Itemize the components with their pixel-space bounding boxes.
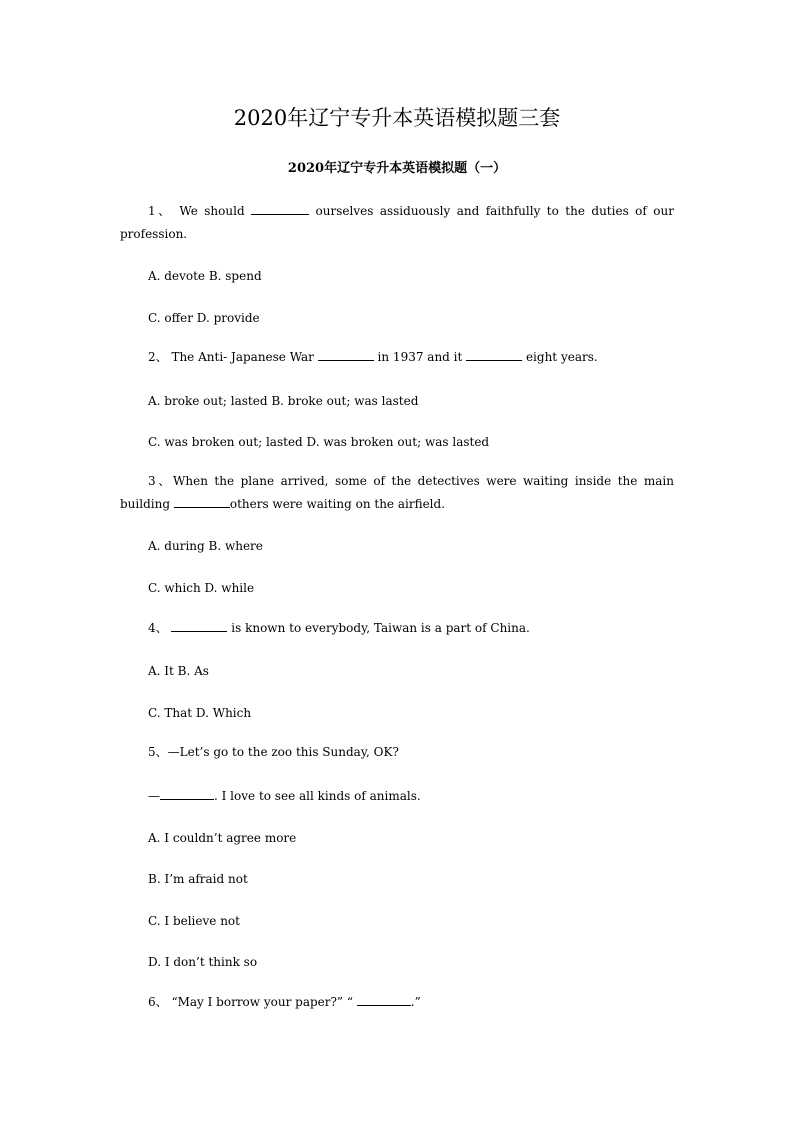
question-1-options-cd: C. offer D. provide xyxy=(148,311,260,325)
question-5-reply xyxy=(148,787,678,805)
question-1-text-b: ourselves assiduously and faithfully to the duties of our profession. xyxy=(120,204,674,241)
question-6-text-a: 6、 “May I borrow your paper?” “ xyxy=(148,995,357,1009)
answer-blank xyxy=(174,496,230,508)
question-3 xyxy=(120,470,674,516)
question-2-text-b: in 1937 and it xyxy=(373,350,467,364)
question-4-options-ab: A. It B. As xyxy=(148,664,209,678)
answer-blank xyxy=(466,349,522,361)
question-2-text-a: 2、 The Anti- Japanese War xyxy=(148,350,318,364)
question-1 xyxy=(120,200,674,246)
question-6 xyxy=(148,993,678,1011)
question-4-text-a: 4、 xyxy=(148,621,172,635)
question-2 xyxy=(148,348,678,366)
question-5-option-c: C. I believe not xyxy=(148,914,240,928)
answer-blank xyxy=(357,994,411,1006)
question-5-option-a: A. I couldn’t agree more xyxy=(148,831,297,845)
answer-blank xyxy=(318,349,374,361)
answer-blank xyxy=(160,788,214,800)
question-4-options-cd: C. That D. Which xyxy=(148,706,252,720)
question-5-reply-dash: — xyxy=(148,789,160,803)
question-2-options-cd: C. was broken out; lasted D. was broken out; was lasted xyxy=(148,435,490,449)
question-4 xyxy=(148,619,678,637)
question-5-reply-text: . I love to see all kinds of animals. xyxy=(214,789,421,803)
question-1-text-a: 1、 We should xyxy=(148,204,252,218)
question-1-options-ab: A. devote B. spend xyxy=(148,269,262,283)
section-subtitle: 2020年辽宁专升本英语模拟题（一） xyxy=(287,161,507,176)
question-3-text-b: others were waiting on the airfield. xyxy=(229,497,446,511)
question-3-options-ab: A. during B. where xyxy=(148,539,263,553)
question-2-text-c: eight years. xyxy=(522,350,598,364)
question-4-text-b: is known to everybody, Taiwan is a part of China. xyxy=(227,621,530,635)
question-3-options-cd: C. which D. while xyxy=(148,581,255,595)
question-6-text-b: .” xyxy=(410,995,421,1009)
document-title: 2020年辽宁专升本英语模拟题三套 xyxy=(233,106,561,130)
question-3-text-a: 3、When the plane arrived, some of the detectives were waiting inside the main building xyxy=(120,474,674,511)
question-5: 5、—Let’s go to the zoo this Sunday, OK? xyxy=(148,745,399,759)
question-5-option-d: D. I don’t think so xyxy=(148,955,258,969)
question-2-options-ab: A. broke out; lasted B. broke out; was lasted xyxy=(148,394,419,408)
answer-blank xyxy=(251,203,309,215)
answer-blank xyxy=(171,620,227,632)
question-5-option-b: B. I’m afraid not xyxy=(148,872,248,886)
